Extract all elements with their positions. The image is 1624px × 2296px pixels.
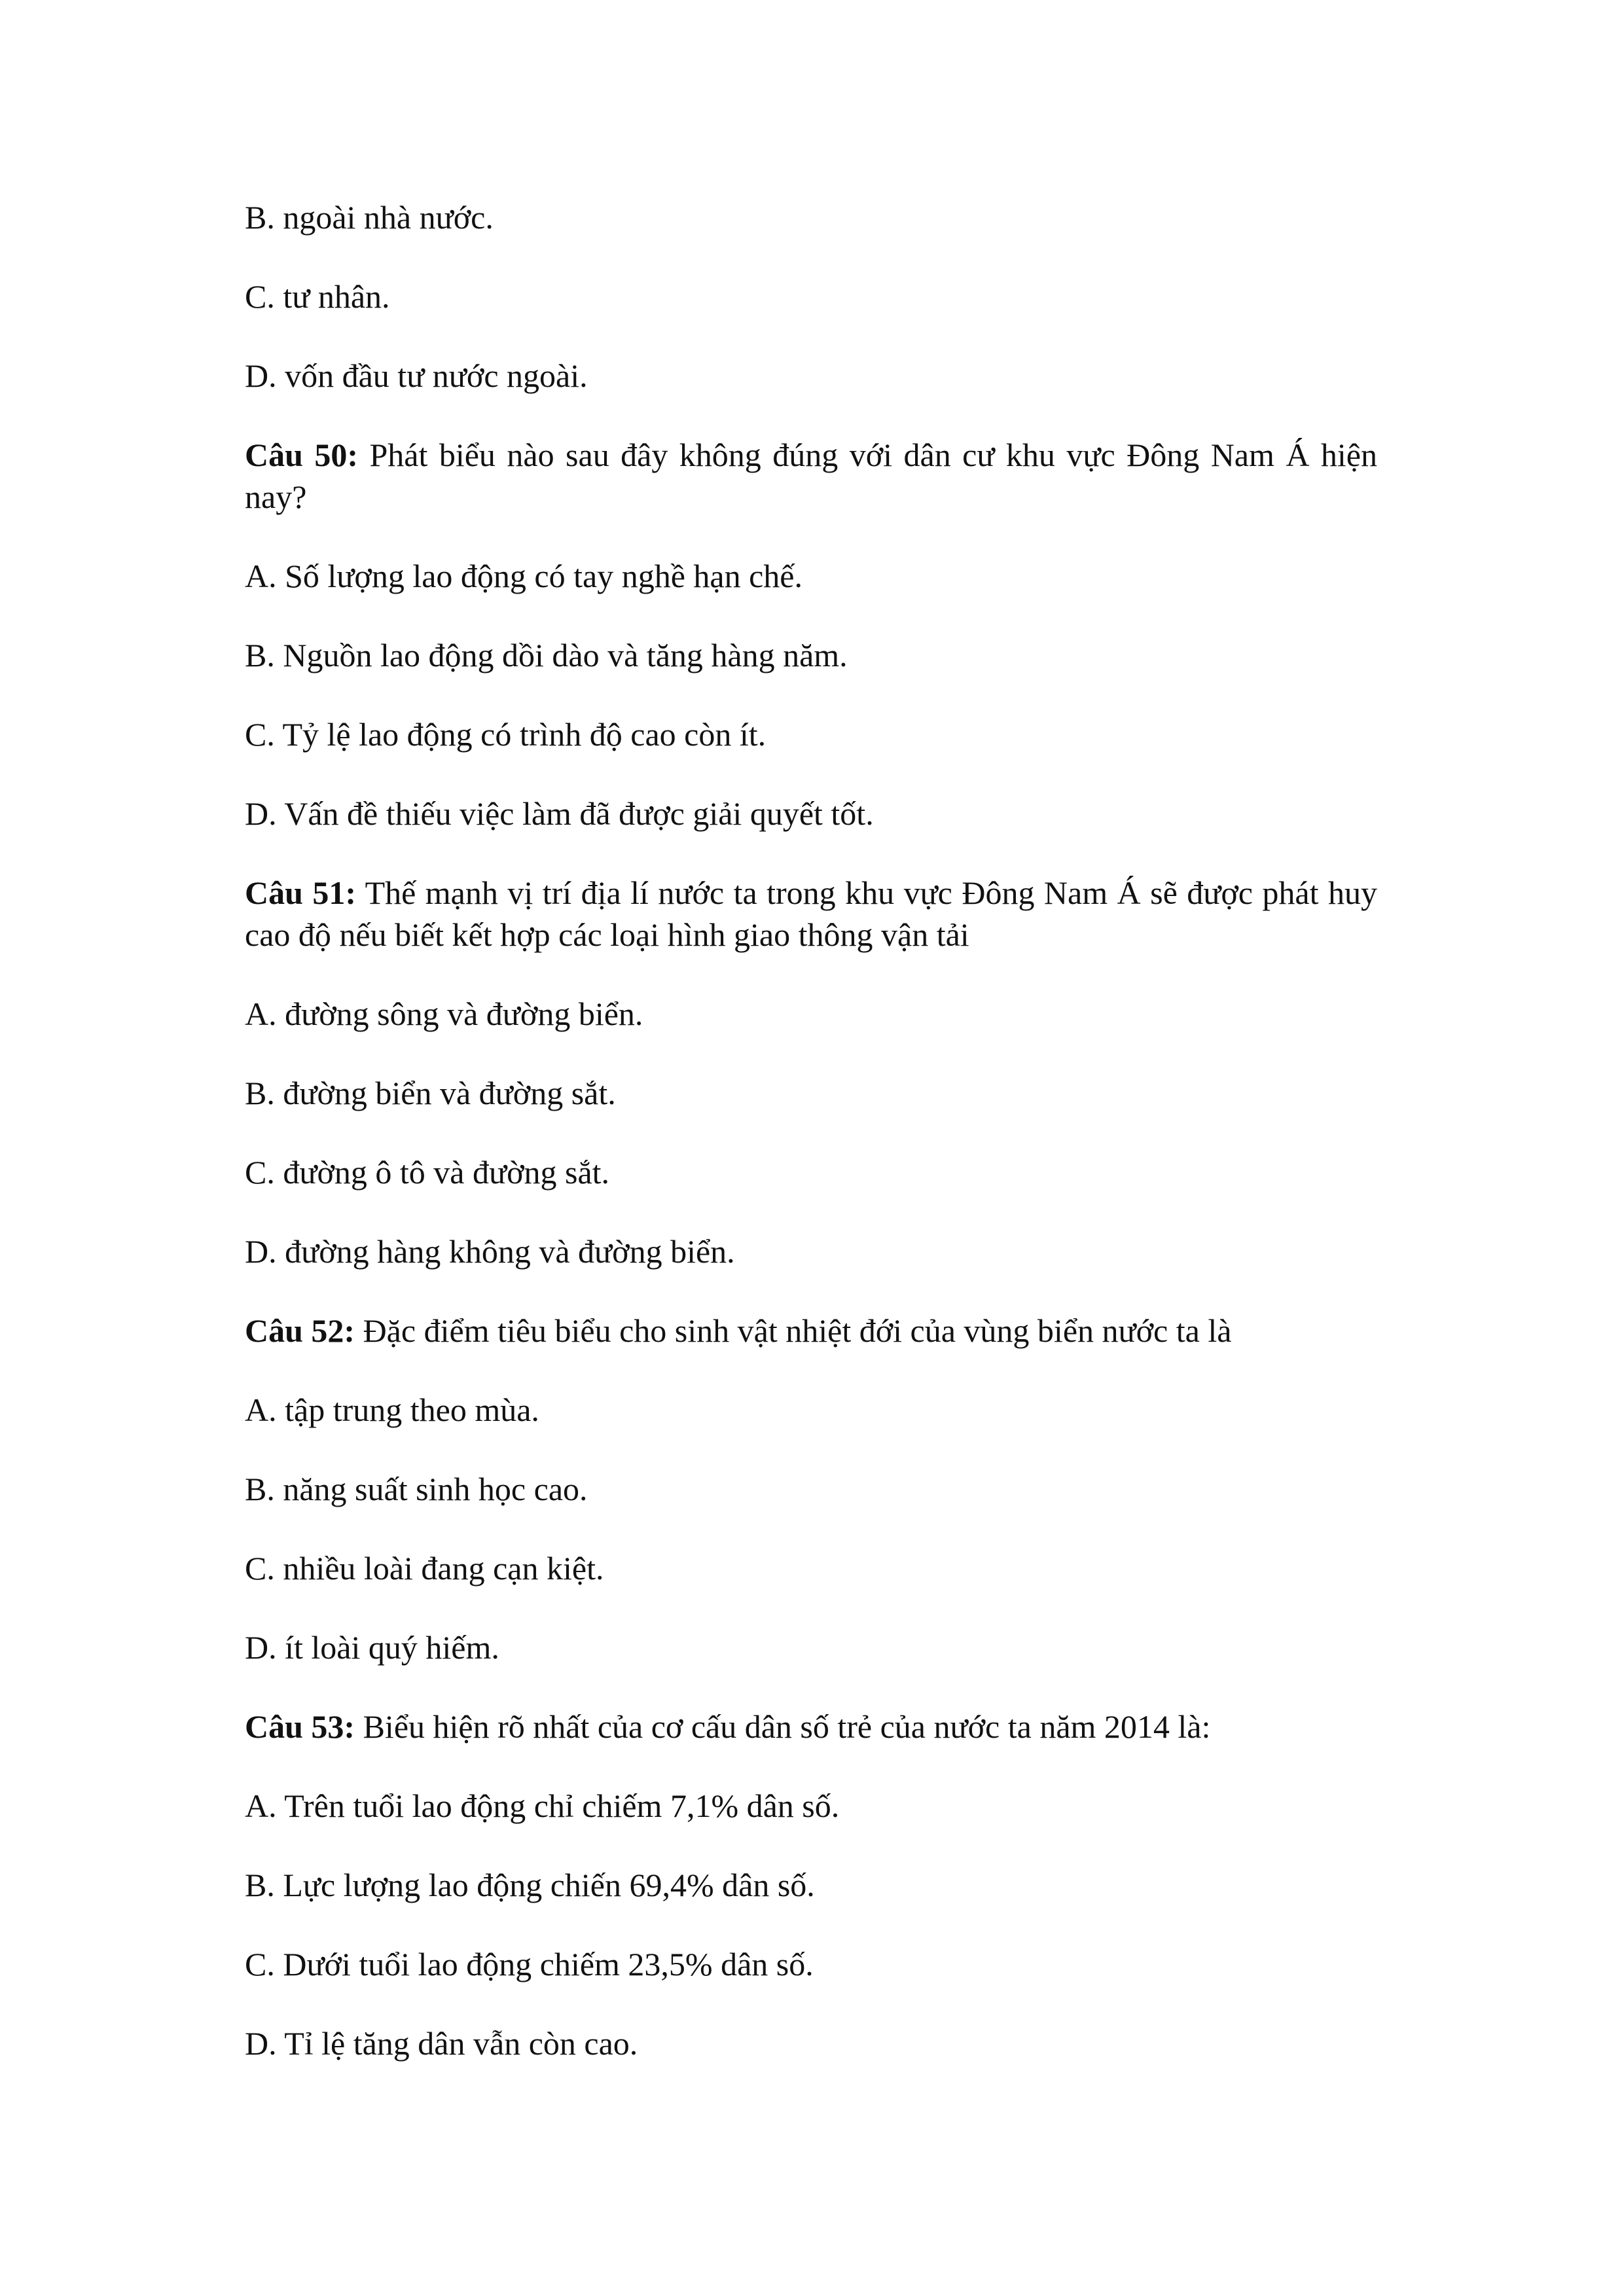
- question-52-text: Đặc điểm tiêu biểu cho sinh vật nhiệt đới của vùng biển nước ta là: [363, 1312, 1232, 1349]
- option-c-prev: C. tư nhân.: [245, 278, 390, 315]
- q52-option-c: C. nhiều loài đang cạn kiệt.: [245, 1550, 604, 1587]
- option-d-prev: D. vốn đầu tư nước ngoài.: [245, 357, 588, 394]
- q51-option-a: A. đường sông và đường biển.: [245, 996, 643, 1032]
- q53-option-d: D. Tỉ lệ tăng dân vẫn còn cao.: [245, 2025, 638, 2062]
- question-52-label: Câu 52:: [245, 1312, 355, 1349]
- question-51: [245, 872, 1377, 956]
- q52-option-b: B. năng suất sinh học cao.: [245, 1471, 588, 1507]
- q51-option-c: C. đường ô tô và đường sắt.: [245, 1154, 610, 1191]
- q53-option-a: A. Trên tuổi lao động chỉ chiếm 7,1% dân số.: [245, 1787, 840, 1824]
- question-51-text: Thế mạnh vị trí địa lí nước ta trong khu vực Đông Nam Á sẽ được phát huy cao độ nếu biết kết hợp các loại hình giao thông vận tải: [245, 874, 1377, 953]
- q52-option-a: A. tập trung theo mùa.: [245, 1391, 539, 1428]
- question-53-label: Câu 53:: [245, 1708, 355, 1745]
- q52-option-d: D. ít loài quý hiếm.: [245, 1629, 499, 1666]
- option-b-prev: B. ngoài nhà nước.: [245, 199, 494, 236]
- q50-option-d: D. Vấn đề thiếu việc làm đã được giải quyết tốt.: [245, 795, 874, 832]
- q51-option-d: D. đường hàng không và đường biển.: [245, 1233, 735, 1270]
- q50-option-c: C. Tỷ lệ lao động có trình độ cao còn ít.: [245, 716, 767, 753]
- question-51-label: Câu 51:: [245, 874, 357, 911]
- question-53-text: Biểu hiện rõ nhất của cơ cấu dân số trẻ của nước ta năm 2014 là:: [363, 1708, 1211, 1745]
- q51-option-b: B. đường biển và đường sắt.: [245, 1075, 616, 1111]
- q50-option-b: B. Nguồn lao động dồi dào và tăng hàng năm.: [245, 637, 848, 673]
- question-50-text: Phát biểu nào sau đây không đúng với dân cư khu vực Đông Nam Á hiện nay?: [245, 437, 1377, 515]
- q53-option-c: C. Dưới tuổi lao động chiếm 23,5% dân số.: [245, 1946, 814, 1982]
- question-50-label: Câu 50:: [245, 437, 359, 473]
- q53-option-b: B. Lực lượng lao động chiến 69,4% dân số.: [245, 1867, 815, 1903]
- question-53: [245, 1706, 1377, 1748]
- question-50: [245, 434, 1377, 518]
- question-52: [245, 1310, 1377, 1352]
- q50-option-a: A. Số lượng lao động có tay nghề hạn chế.: [245, 558, 803, 594]
